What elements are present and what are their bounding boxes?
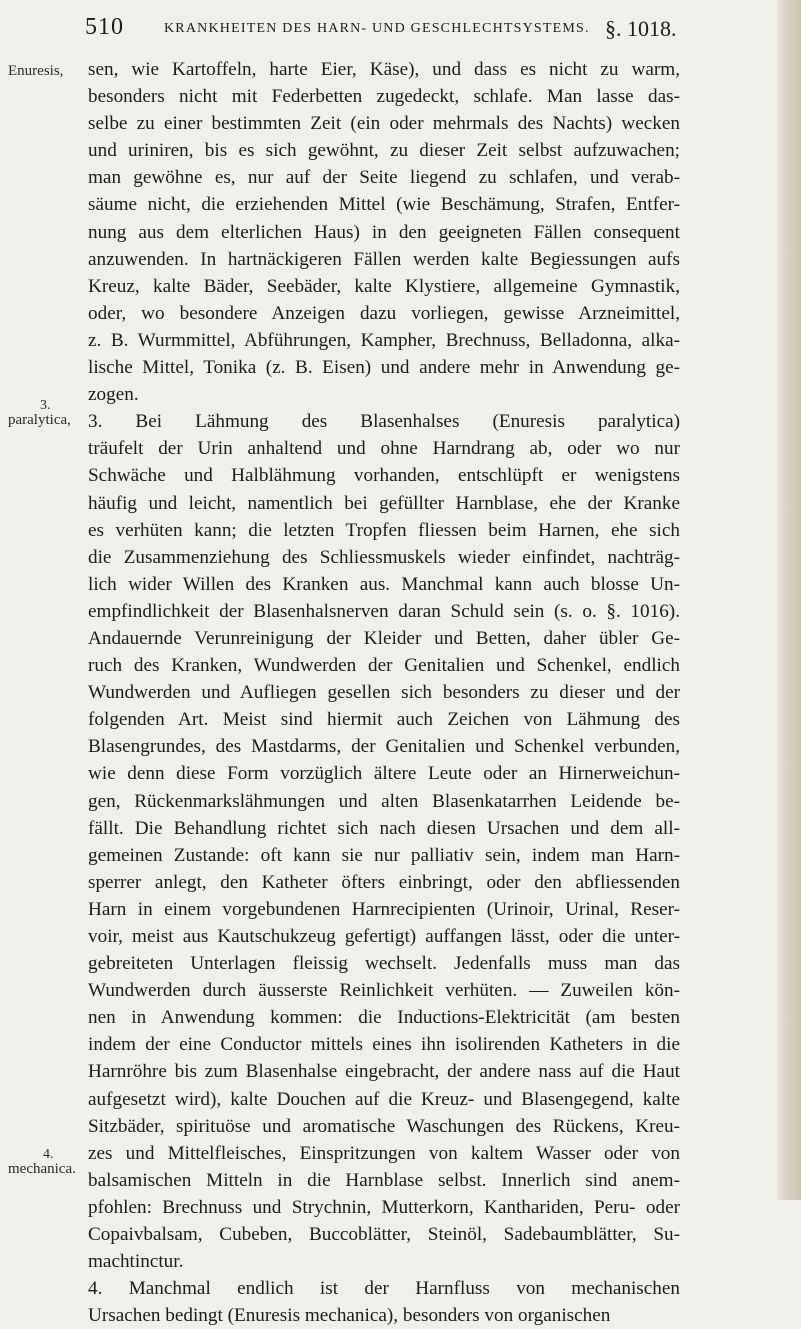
text-line: anzuwenden. In hartnäckigeren Fällen werden kalte Begiessungen aufs [88, 248, 680, 270]
text-line: träufelt der Urin anhaltend und ohne Harndrang ab, oder wo nur [88, 438, 680, 460]
text-line: säume nicht, die erziehenden Mittel (wie Beschämung, Strafen, Entfer- [88, 194, 680, 216]
text-line: Sitzbäder, spirituöse und aromatische Waschungen des Rückens, Kreu- [88, 1115, 680, 1137]
text-line: Harn in einem vorgebundenen Harnrecipienten (Urinoir, Urinal, Reser- [88, 898, 680, 920]
text-line: lische Mittel, Tonika (z. B. Eisen) und andere mehr in Anwendung ge- [88, 357, 680, 379]
page-edge [777, 0, 801, 1200]
text-line: man gewöhne es, nur auf der Seite liegend zu schlafen, und verab- [88, 167, 680, 189]
text-line: Copaivbalsam, Cubeben, Buccoblätter, Steinöl, Sadebaumblätter, Su- [88, 1224, 680, 1246]
body-text [88, 56, 680, 1329]
text-line: lich wider Willen des Kranken aus. Manchmal kann auch blosse Un- [88, 573, 680, 595]
text-line: z. B. Wurmmittel, Abführungen, Kampher, Brechnuss, Belladonna, alka- [88, 329, 680, 351]
text-line: es verhüten kann; die letzten Tropfen fliessen beim Harnen, ehe sich [88, 519, 680, 541]
section-number: §. 1018. [605, 16, 677, 41]
text-line: zes und Mittelfleisches, Einspritzungen von kaltem Wasser oder von [88, 1142, 680, 1164]
text-line: häufig und leicht, namentlich bei gefüllter Harnblase, ehe der Kranke [88, 492, 680, 514]
text-line: 3. Bei Lähmung des Blasenhalses (Enuresis paralytica) [88, 411, 680, 433]
page-header [0, 4, 801, 44]
margin-note-paralytica: paralytica, [8, 412, 71, 428]
text-line: empfindlichkeit der Blasenhalsnerven daran Schuld sein (s. o. §. 1016). [88, 600, 680, 622]
margin-note-number-3: 3. [40, 398, 51, 413]
text-line: sen, wie Kartoffeln, harte Eier, Käse), und dass es nicht zu warm, [88, 59, 680, 80]
text-line: zogen. [88, 384, 139, 406]
text-line: aufgesetzt wird), kalte Douchen auf die Kreuz- und Blasengegend, kalte [88, 1088, 680, 1110]
text-line: voir, meist aus Kautschukzeug gefertigt) auffangen lässt, oder die unter- [88, 926, 680, 947]
text-line: Blasengrundes, des Mastdarms, der Genitalien und Schenkel verbunden, [88, 736, 680, 758]
margin-note-number-4: 4. [43, 1147, 54, 1162]
page-number: 510 [85, 14, 124, 40]
text-line: balsamischen Mitteln in die Harnblase selbst. Innerlich sind anem- [88, 1169, 680, 1191]
text-line: pfohlen: Brechnuss und Strychnin, Mutterkorn, Kanthariden, Peru- oder [88, 1196, 680, 1218]
text-line: selbe zu einer bestimmten Zeit (ein oder mehrmals des Nachts) wecken [88, 113, 680, 135]
text-line: fällt. Die Behandlung richtet sich nach diesen Ursachen und dem all- [88, 817, 680, 839]
text-line: nen in Anwendung kommen: die Inductions-Elektricität (am besten [88, 1007, 680, 1029]
text-line: machtinctur. [88, 1251, 184, 1273]
text-line: Ursachen bedingt (Enuresis mechanica), besonders von organischen [88, 1305, 611, 1327]
text-line: indem der eine Conductor mittels eines ihn isolirenden Katheters in die [88, 1034, 680, 1056]
text-line: Schwäche und Halblähmung vorhanden, entschlüpft er wenigstens [88, 465, 680, 487]
margin-note-enuresis: Enuresis, [8, 63, 64, 79]
text-line: 4. Manchmal endlich ist der Harnfluss von mechanischen [88, 1278, 680, 1300]
text-line: wie denn diese Form vorzüglich ältere Leute oder an Hirnerweichun- [88, 763, 680, 785]
text-line: Harnröhre bis zum Blasenhalse eingebracht, der andere nass auf die Haut [88, 1061, 680, 1083]
text-line: sperrer anlegt, den Katheter öfters einbringt, oder den abfliessenden [88, 871, 680, 893]
text-line: ruch des Kranken, Wundwerden der Genitalien und Schenkel, endlich [88, 655, 680, 677]
text-line: und uriniren, bis es sich gewöhnt, zu dieser Zeit selbst aufzuwachen; [88, 140, 680, 162]
text-line: gen, Rückenmarkslähmungen und alten Blasenkatarrhen Leidende be- [88, 790, 680, 812]
text-line: Andauernde Verunreinigung der Kleider und Betten, daher übler Ge- [88, 627, 680, 649]
text-line: die Zusammenziehung des Schliessmuskels wieder einfindet, nachträg- [88, 546, 680, 568]
text-line: gemeinen Zustande: oft kann sie nur palliativ sein, indem man Harn- [88, 844, 680, 866]
text-line: Kreuz, kalte Bäder, Seebäder, kalte Klystiere, allgemeine Gymnastik, [88, 275, 680, 297]
text-line: oder, wo besondere Anzeigen dazu vorliegen, gewisse Arzneimittel, [88, 302, 680, 324]
running-title: KRANKHEITEN DES HARN- UND GESCHLECHTSYSTEMS. [164, 21, 590, 36]
text-line: folgenden Art. Meist sind hiermit auch Zeichen von Lähmung des [88, 709, 680, 731]
margin-note-mechanica: mechanica. [8, 1161, 76, 1177]
text-line: besonders nicht mit Federbetten zugedeckt, schlafe. Man lasse das- [88, 86, 680, 108]
text-line: Wundwerden und Aufliegen gesellen sich besonders zu dieser und der [88, 682, 680, 704]
text-line: nung aus dem elterlichen Haus) in den geeigneten Fällen consequent [88, 221, 680, 243]
text-line: Wundwerden durch äusserste Reinlichkeit verhüten. — Zuweilen kön- [88, 980, 680, 1002]
text-line: gebreiteten Unterlagen fleissig wechselt. Jedenfalls muss man das [88, 953, 680, 975]
